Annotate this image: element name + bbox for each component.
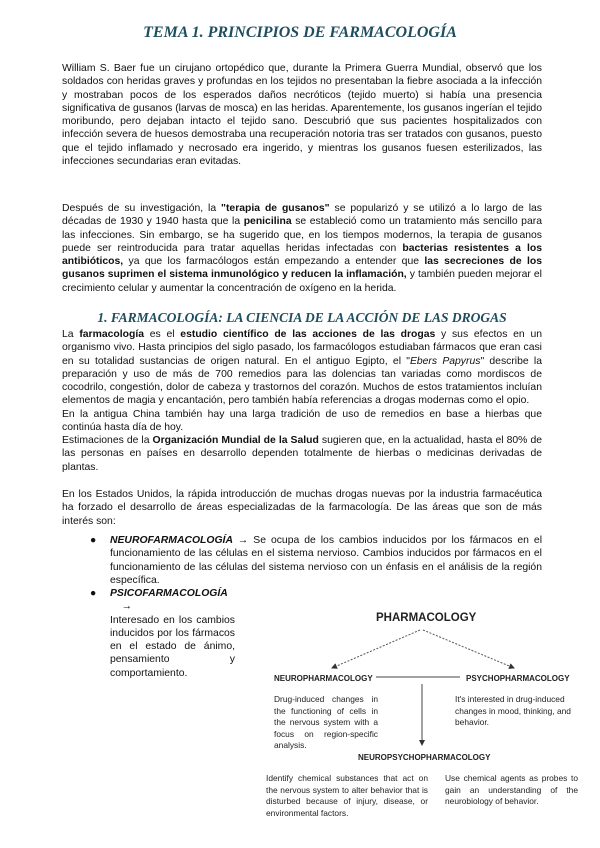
bold-text: farmacología (79, 329, 144, 340)
diagram-psycho-desc: It's interested in drug-induced changes in mood, thinking, and behavior. (455, 694, 571, 727)
text: y sus efectos en un organismo vivo. Hasta principios del siglo pasado, los farmacólogos estudiaban fármacos que eran casi en su totalidad sustancias de origen natural. En el antiguo Egipto, el " (62, 329, 542, 367)
bold-text: estudio científico de las acciones de las drogas (180, 329, 436, 340)
section-heading: 1. FARMACOLOGÍA: LA CIENCIA DE LA ACCIÓN DE LAS DROGAS (97, 310, 507, 325)
page-title: TEMA 1. PRINCIPIOS DE FARMACOLOGÍA (143, 24, 457, 41)
bold-text: penicilina (243, 216, 292, 228)
bold-text: bacterias resistentes a los antibióticos, (62, 242, 542, 268)
text: y también pueden mejorar el crecimiento celular y aumentar la concentración de oxígeno en la herida. (62, 269, 542, 294)
bullet-icon: ● (90, 588, 97, 599)
text: La (62, 329, 80, 340)
paragraph-usa: En los Estados Unidos, la rápida introducción de muchas drogas nuevas por la industria farmacéutica ha forzado el desarrollo de áreas especializadas de la farmacología. De las áreas que son de más interés son: (62, 489, 542, 527)
diagram-np-left: Identify chemical substances that act on the nervous system to alter behavior that is disturbed because of injury, disease, or environmental factors. (266, 773, 428, 818)
bold-text: "terapia de gusanos" (221, 203, 330, 214)
text: ya que los farmacólogos están empezando a entender que (123, 256, 425, 268)
diagram-root: PHARMACOLOGY (376, 612, 477, 624)
text: sugieren que, en la actualidad, hasta el 80% de las personas en países en desarrollo dependen totalmente de hierbas o medicinas derivadas de plantas. (62, 435, 542, 473)
text: Se ocupa de los cambios inducidos por los fármacos en el funcionamiento de las células en el sistema nervioso. Cambios inducidos por fármacos en el funcionamiento de las células del sistema nervioso con un énfasis en el análisis de la región específica. (110, 535, 542, 586)
arrow-icon: → (237, 535, 249, 546)
text: se estableció como un tratamiento más sencillo para las infecciones. Sin embargo, se ha sugerido que, en los tiempos modernos, la terapia de gusanos puede ser reintroducida para tratar aquellas heridas infectadas con (62, 216, 542, 254)
diagram-np-right: Use chemical agents as probes to gain an understanding of the neurobiology of behavior. (445, 773, 578, 806)
diagram-psycho: PSYCHOPHARMACOLOGY (466, 674, 570, 683)
text: Interesado en los cambios inducidos por los fármacos en el estado de ánimo, pensamiento y comportamiento. (110, 614, 235, 679)
diagram-neuro-desc: Drug-induced changes in the functioning of cells in the nervous system with a focus on region-specific analysis. (274, 694, 378, 750)
diagram-neuro: NEUROPHARMACOLOGY (274, 674, 373, 683)
diagram-np: NEUROPSYCHOPHARMACOLOGY (358, 753, 491, 762)
term: PSICOFARMACOLOGÍA (110, 588, 228, 599)
paragraph-baer: William S. Baer fue un cirujano ortopédico que, durante la Primera Guerra Mundial, observó que los soldados con heridas graves y profundas en los tejidos no presentaban la fiebre asociada a la infección y mostraban pocos de los esperados daños necróticos (tejido muerto) si había una presencia significativa de gusanos (larvas de mosca) en las heridas. Aparentemente, los gusanos ingerían el tejido moribundo, pero dejaban intacto el tejido sano. Descubrió que sus pacientes hospitalizados con infección severa de huesos demostraba una recuperación notoria tras ser tratados con gusanos, puesto que el tejido inflamado y necrosado era ingerido, y mientras los gusanos fuesen esterilizados, las infecciones secundarias eran evitadas. (62, 63, 542, 168)
bullet-icon: ● (90, 535, 97, 546)
arrow-to-neuro (332, 630, 420, 668)
text: se popularizó y se utilizó a lo largo de las décadas de 1930 y 1940 hasta que la (62, 203, 542, 228)
term: NEUROFARMACOLOGÍA (110, 535, 233, 546)
paragraph-china: En la antigua China también hay una larga tradición de uso de remedios en base a hierbas que continúa hasta día de hoy. (62, 409, 542, 434)
text: Estimaciones de la (62, 435, 153, 446)
bold-text: Organización Mundial de la Salud (152, 435, 319, 446)
bold-text: las secreciones de los gusanos suprimen el sistema inmunológico y reducen la inflamación, (62, 256, 542, 281)
italic-text: Ebers Papyrus (409, 355, 481, 367)
arrow-icon: → (121, 601, 132, 613)
text: " describe la preparación y uso de más de 700 remedios para las dolencias tan variadas como mordiscos de cocodrilo, congestión, dolor de cabeza y trastornos del corazón. Muchos de estos tratamientos incluían elementos de magia y encantación, pero también había referencias a drogas modernas como el opio. (62, 355, 542, 407)
text: es el (144, 329, 181, 340)
text: Después de su investigación, la (62, 203, 222, 214)
arrow-to-psycho (423, 630, 514, 668)
